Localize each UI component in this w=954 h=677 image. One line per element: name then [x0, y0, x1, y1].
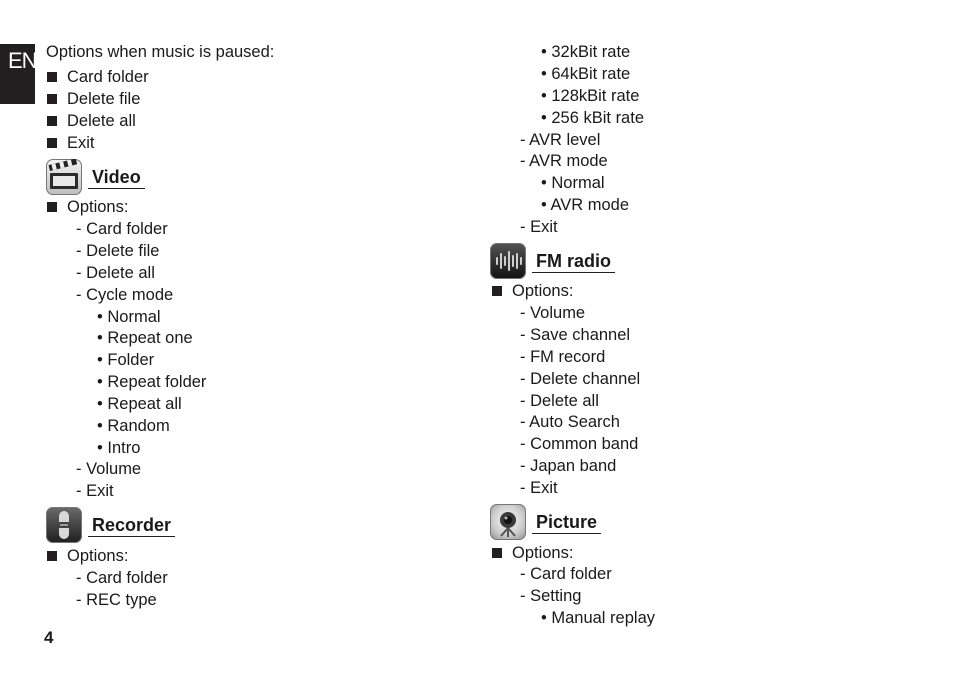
list-item: • 32kBit rate: [541, 43, 631, 61]
list-item: - Exit: [520, 479, 558, 497]
list-item: • Normal: [97, 308, 161, 326]
list-item: - Volume: [520, 304, 586, 322]
list-item: Delete all: [67, 112, 136, 130]
language-tab: EN: [0, 44, 35, 104]
fm-radio-title: FM radio: [532, 250, 615, 273]
video-heading: [46, 159, 145, 195]
list-item: - Card folder: [76, 569, 168, 587]
list-item: - Exit: [520, 218, 558, 236]
list-item: - Cycle mode: [76, 286, 174, 304]
video-options-label: Options:: [67, 198, 129, 216]
list-item: • AVR mode: [541, 196, 630, 214]
list-item: • Folder: [97, 351, 155, 369]
list-item: • Normal: [541, 174, 605, 192]
recorder-title: Recorder: [88, 514, 175, 537]
list-item: • Manual replay: [541, 609, 656, 627]
list-item: • Repeat all: [97, 395, 182, 413]
video-clapperboard-icon: [46, 159, 82, 195]
list-item: - Setting: [520, 587, 582, 605]
video-title: Video: [88, 166, 145, 189]
fm-radio-heading: [490, 243, 615, 279]
recorder-options-label: Options:: [67, 547, 129, 565]
list-item: - AVR level: [520, 131, 601, 149]
list-item: - Delete channel: [520, 370, 641, 388]
list-item: • Random: [97, 417, 170, 435]
list-item: Delete file: [67, 90, 141, 108]
list-item: • 128kBit rate: [541, 87, 640, 105]
list-item: • Repeat one: [97, 329, 193, 347]
list-item: Exit: [67, 134, 95, 152]
list-item: - Card folder: [76, 220, 168, 238]
list-item: Card folder: [67, 68, 149, 86]
picture-title: Picture: [532, 511, 601, 534]
list-item: - Delete file: [76, 242, 160, 260]
list-item: - REC type: [76, 591, 157, 609]
list-item: - Save channel: [520, 326, 631, 344]
list-item: - Card folder: [520, 565, 612, 583]
list-item: - Delete all: [520, 392, 599, 410]
list-item: • Intro: [97, 439, 141, 457]
list-item: - Delete all: [76, 264, 155, 282]
list-item: - AVR mode: [520, 152, 608, 170]
list-item: • Repeat folder: [97, 373, 207, 391]
list-item: - Common band: [520, 435, 639, 453]
list-item: • 64kBit rate: [541, 65, 631, 83]
recorder-heading: [46, 507, 175, 543]
page-number: 4: [44, 628, 54, 647]
list-item: - Auto Search: [520, 413, 620, 431]
picture-heading: [490, 504, 601, 540]
camera-icon: [490, 504, 526, 540]
picture-options-label: Options:: [512, 544, 574, 562]
paused-intro: Options when music is paused:: [46, 43, 275, 61]
fm-options-label: Options:: [512, 282, 574, 300]
list-item: - Volume: [76, 460, 142, 478]
microphone-icon: [46, 507, 82, 543]
list-item: • 256 kBit rate: [541, 109, 644, 127]
fm-radio-waveform-icon: [490, 243, 526, 279]
list-item: - Exit: [76, 482, 114, 500]
list-item: - FM record: [520, 348, 606, 366]
list-item: - Japan band: [520, 457, 617, 475]
